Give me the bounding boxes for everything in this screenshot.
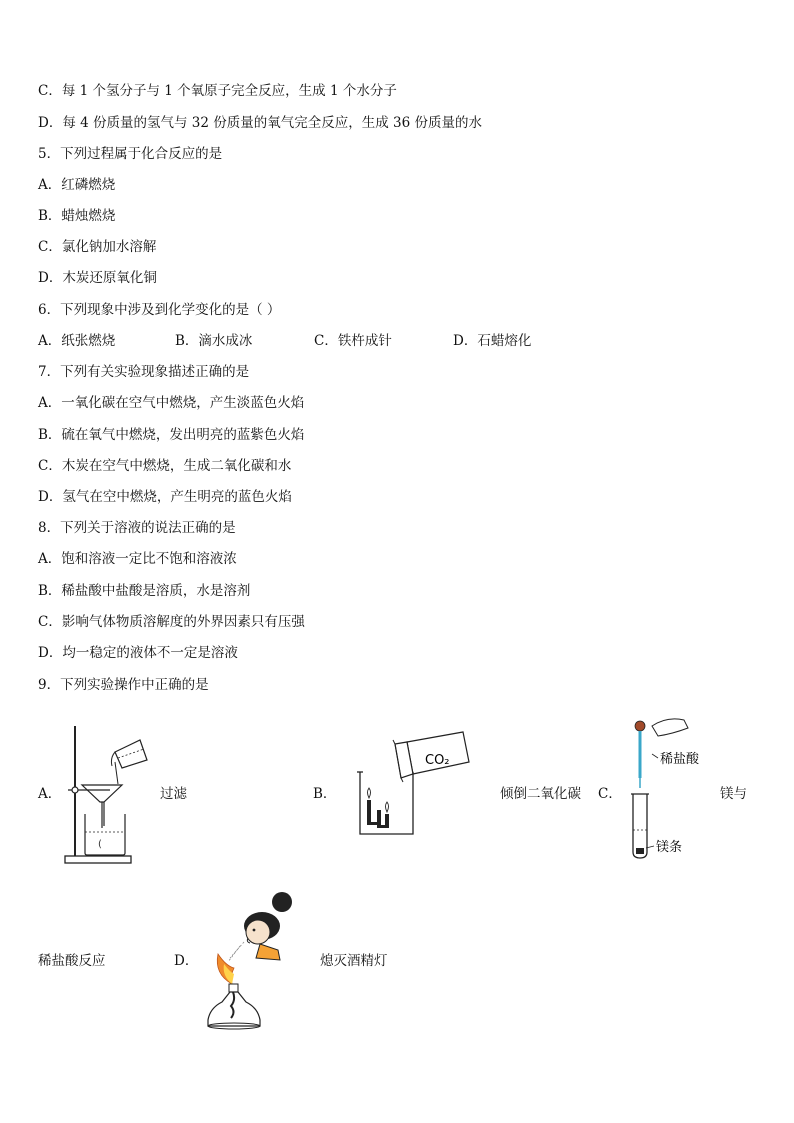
q6-option-c: C．铁杵成针 xyxy=(314,333,392,349)
q9-option-c-letter: C． xyxy=(598,786,622,802)
q8-option-d: D．均一稳定的液体不一定是溶液 xyxy=(38,645,238,661)
option-d-line: D．每 4 份质量的氢气与 32 份质量的氧气完全反应，生成 36 份质量的水 xyxy=(38,115,483,131)
filtration-figure xyxy=(60,722,160,867)
question-6-stem: 6．下列现象中涉及到化学变化的是（ ） xyxy=(38,302,281,318)
q8-option-b: B．稀盐酸中盐酸是溶质，水是溶剂 xyxy=(38,583,251,599)
q9-option-b-letter: B． xyxy=(313,786,337,802)
q7-option-b: B．硫在氧气中燃烧，发出明亮的蓝紫色火焰 xyxy=(38,427,305,443)
test-tube-label: 镁条 xyxy=(656,840,683,855)
q9-option-c-caption-1: 镁与 xyxy=(720,786,747,802)
svg-text:(: ( xyxy=(98,839,102,850)
blow-out-lamp-figure xyxy=(200,888,310,1033)
dropper-label: 稀盐酸 xyxy=(660,752,700,767)
q9-option-a-letter: A． xyxy=(38,786,62,802)
q5-option-a: A．红磷燃烧 xyxy=(38,177,116,193)
q6-option-a: A．纸张燃烧 xyxy=(38,333,116,349)
question-9-stem: 9．下列实验操作中正确的是 xyxy=(38,677,209,693)
pour-co2-figure xyxy=(355,732,470,842)
q9-option-d-caption: 熄灭酒精灯 xyxy=(320,953,388,969)
co2-bottle-label: CO₂ xyxy=(425,753,450,768)
q5-option-d: D．木炭还原氧化铜 xyxy=(38,270,157,286)
q5-option-b: B．蜡烛燃烧 xyxy=(38,208,116,224)
q6-option-d: D．石蜡熔化 xyxy=(453,333,532,349)
question-7-stem: 7．下列有关实验现象描述正确的是 xyxy=(38,364,250,380)
q9-option-b-caption: 倾倒二氧化碳 xyxy=(500,786,581,802)
magnesium-acid-figure xyxy=(622,712,732,862)
q6-option-b: B．滴水成冰 xyxy=(175,333,253,349)
q7-option-c: C．木炭在空气中燃烧，生成二氧化碳和水 xyxy=(38,458,292,474)
q7-option-d: D．氢气在空中燃烧，产生明亮的蓝色火焰 xyxy=(38,489,292,505)
q9-option-a-caption: 过滤 xyxy=(160,786,187,802)
q5-option-c: C．氯化钠加水溶解 xyxy=(38,239,157,255)
q7-option-a: A．一氧化碳在空气中燃烧，产生淡蓝色火焰 xyxy=(38,395,305,411)
q8-option-a: A．饱和溶液一定比不饱和溶液浓 xyxy=(38,551,237,567)
q9-option-c-caption-2: 稀盐酸反应 xyxy=(38,953,106,969)
q8-option-c: C．影响气体物质溶解度的外界因素只有压强 xyxy=(38,614,305,630)
question-8-stem: 8．下列关于溶液的说法正确的是 xyxy=(38,520,236,536)
question-5-stem: 5．下列过程属于化合反应的是 xyxy=(38,146,223,162)
q9-option-d-letter: D． xyxy=(174,953,199,969)
option-c-line: C．每 1 个氢分子与 1 个氧原子完全反应，生成 1 个水分子 xyxy=(38,83,397,99)
